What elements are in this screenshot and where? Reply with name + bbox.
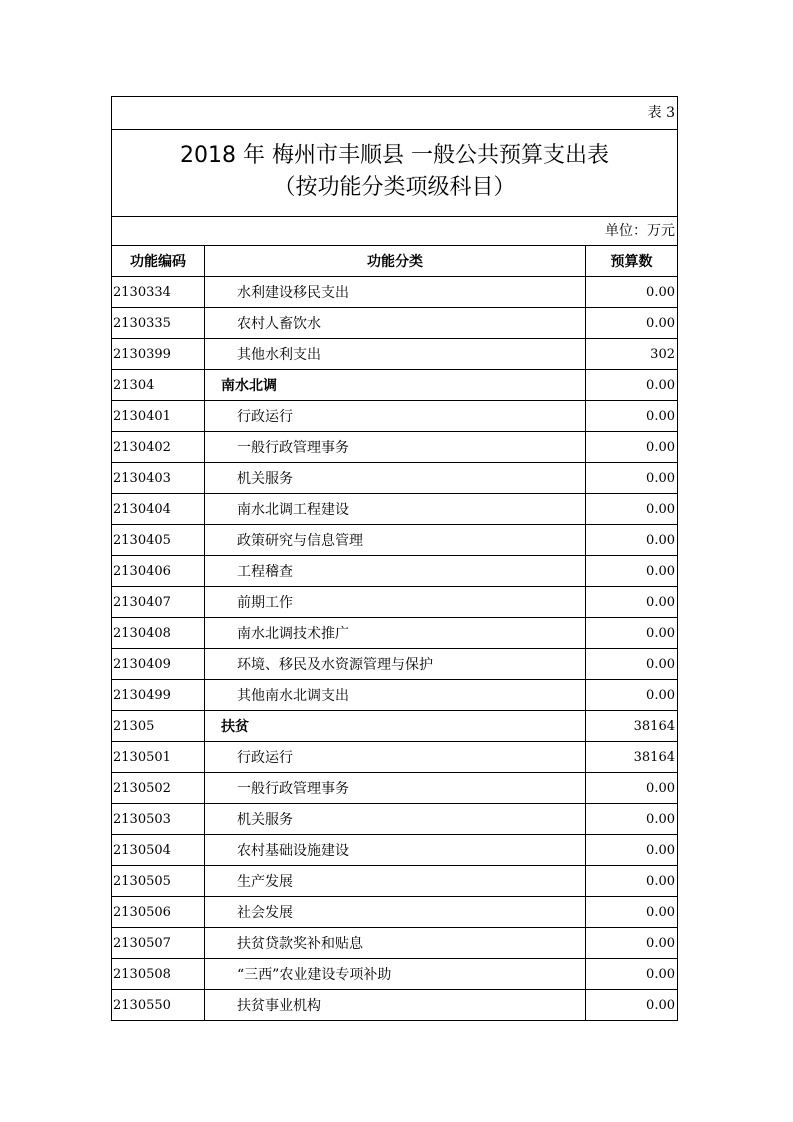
table-header-row — [112, 246, 677, 277]
header-amount: 预算数 — [586, 246, 678, 277]
table-row — [112, 618, 677, 649]
row-name: 水利建设移民支出 — [205, 277, 586, 308]
row-code: 2130406 — [112, 556, 205, 587]
row-amount: 0.00 — [586, 308, 678, 339]
page-title: 2018 年 梅州市丰顺县 一般公共预算支出表 — [180, 143, 609, 168]
row-name: 行政运行 — [205, 401, 586, 432]
row-code: 2130502 — [112, 773, 205, 804]
row-code: 2130405 — [112, 525, 205, 556]
table-row — [112, 401, 677, 432]
row-name: 其他南水北调支出 — [205, 680, 586, 711]
row-name: 环境、移民及水资源管理与保护 — [205, 649, 586, 680]
row-name: “三西”农业建设专项补助 — [205, 959, 586, 990]
row-name: 一般行政管理事务 — [205, 432, 586, 463]
row-code: 2130503 — [112, 804, 205, 835]
table-row — [112, 525, 677, 556]
row-name: 南水北调技术推广 — [205, 618, 586, 649]
row-code: 21304 — [112, 370, 205, 401]
table-row — [112, 711, 677, 742]
row-name: 政策研究与信息管理 — [205, 525, 586, 556]
table-row — [112, 959, 677, 990]
row-code: 2130499 — [112, 680, 205, 711]
table-number: 表 3 — [112, 97, 677, 130]
row-name: 前期工作 — [205, 587, 586, 618]
row-name: 生产发展 — [205, 866, 586, 897]
row-code: 2130504 — [112, 835, 205, 866]
row-amount: 0.00 — [586, 432, 678, 463]
table-row — [112, 990, 677, 1021]
row-code: 21305 — [112, 711, 205, 742]
row-code: 2130403 — [112, 463, 205, 494]
row-name: 一般行政管理事务 — [205, 773, 586, 804]
row-amount: 38164 — [586, 711, 678, 742]
row-amount: 0.00 — [586, 959, 678, 990]
table-row — [112, 308, 677, 339]
row-code: 2130334 — [112, 277, 205, 308]
row-code: 2130501 — [112, 742, 205, 773]
row-amount: 0.00 — [586, 463, 678, 494]
row-amount: 38164 — [586, 742, 678, 773]
row-amount: 0.00 — [586, 928, 678, 959]
row-name: 扶贫贷款奖补和贴息 — [205, 928, 586, 959]
row-amount: 0.00 — [586, 494, 678, 525]
budget-table — [112, 246, 677, 1020]
table-row — [112, 463, 677, 494]
row-name: 行政运行 — [205, 742, 586, 773]
table-row — [112, 339, 677, 370]
row-code: 2130409 — [112, 649, 205, 680]
budget-table-sheet — [111, 96, 678, 1021]
row-name: 农村人畜饮水 — [205, 308, 586, 339]
row-amount: 0.00 — [586, 618, 678, 649]
row-code: 2130335 — [112, 308, 205, 339]
row-code: 2130402 — [112, 432, 205, 463]
row-name: 其他水利支出 — [205, 339, 586, 370]
row-amount: 302 — [586, 339, 678, 370]
table-row — [112, 804, 677, 835]
row-name: 农村基础设施建设 — [205, 835, 586, 866]
row-amount: 0.00 — [586, 587, 678, 618]
table-row — [112, 742, 677, 773]
row-amount: 0.00 — [586, 370, 678, 401]
row-amount: 0.00 — [586, 649, 678, 680]
row-name: 工程稽查 — [205, 556, 586, 587]
table-row — [112, 370, 677, 401]
table-row — [112, 866, 677, 897]
row-name: 机关服务 — [205, 804, 586, 835]
unit-label: 单位：万元 — [112, 217, 677, 246]
row-amount: 0.00 — [586, 866, 678, 897]
row-name: 扶贫事业机构 — [205, 990, 586, 1021]
table-row — [112, 432, 677, 463]
table-row — [112, 773, 677, 804]
row-code: 2130505 — [112, 866, 205, 897]
page-subtitle: （按功能分类项级科目） — [273, 175, 516, 200]
row-name: 社会发展 — [205, 897, 586, 928]
table-row — [112, 680, 677, 711]
header-name: 功能分类 — [205, 246, 586, 277]
row-code: 2130508 — [112, 959, 205, 990]
row-amount: 0.00 — [586, 277, 678, 308]
row-amount: 0.00 — [586, 401, 678, 432]
table-row — [112, 649, 677, 680]
table-body — [112, 277, 677, 1021]
row-name: 扶贫 — [205, 711, 586, 742]
row-code: 2130507 — [112, 928, 205, 959]
row-code: 2130401 — [112, 401, 205, 432]
table-row — [112, 494, 677, 525]
table-row — [112, 897, 677, 928]
row-name: 机关服务 — [205, 463, 586, 494]
row-amount: 0.00 — [586, 556, 678, 587]
header-code: 功能编码 — [112, 246, 205, 277]
row-amount: 0.00 — [586, 835, 678, 866]
row-amount: 0.00 — [586, 773, 678, 804]
table-row — [112, 587, 677, 618]
row-code: 2130407 — [112, 587, 205, 618]
row-amount: 0.00 — [646, 997, 675, 1013]
row-amount: 0.00 — [586, 680, 678, 711]
row-name: 南水北调 — [205, 370, 586, 401]
row-code: 2130404 — [112, 494, 205, 525]
table-row — [112, 835, 677, 866]
table-row — [112, 277, 677, 308]
title-block — [112, 130, 677, 217]
row-amount: 0.00 — [586, 897, 678, 928]
row-amount: 0.00 — [586, 804, 678, 835]
row-code: 2130408 — [112, 618, 205, 649]
row-code: 2130399 — [112, 339, 205, 370]
table-row — [112, 556, 677, 587]
row-code: 2130506 — [112, 897, 205, 928]
table-row — [112, 928, 677, 959]
row-amount: 0.00 — [586, 525, 678, 556]
row-code: 2130550 — [112, 990, 205, 1021]
row-name: 南水北调工程建设 — [205, 494, 586, 525]
